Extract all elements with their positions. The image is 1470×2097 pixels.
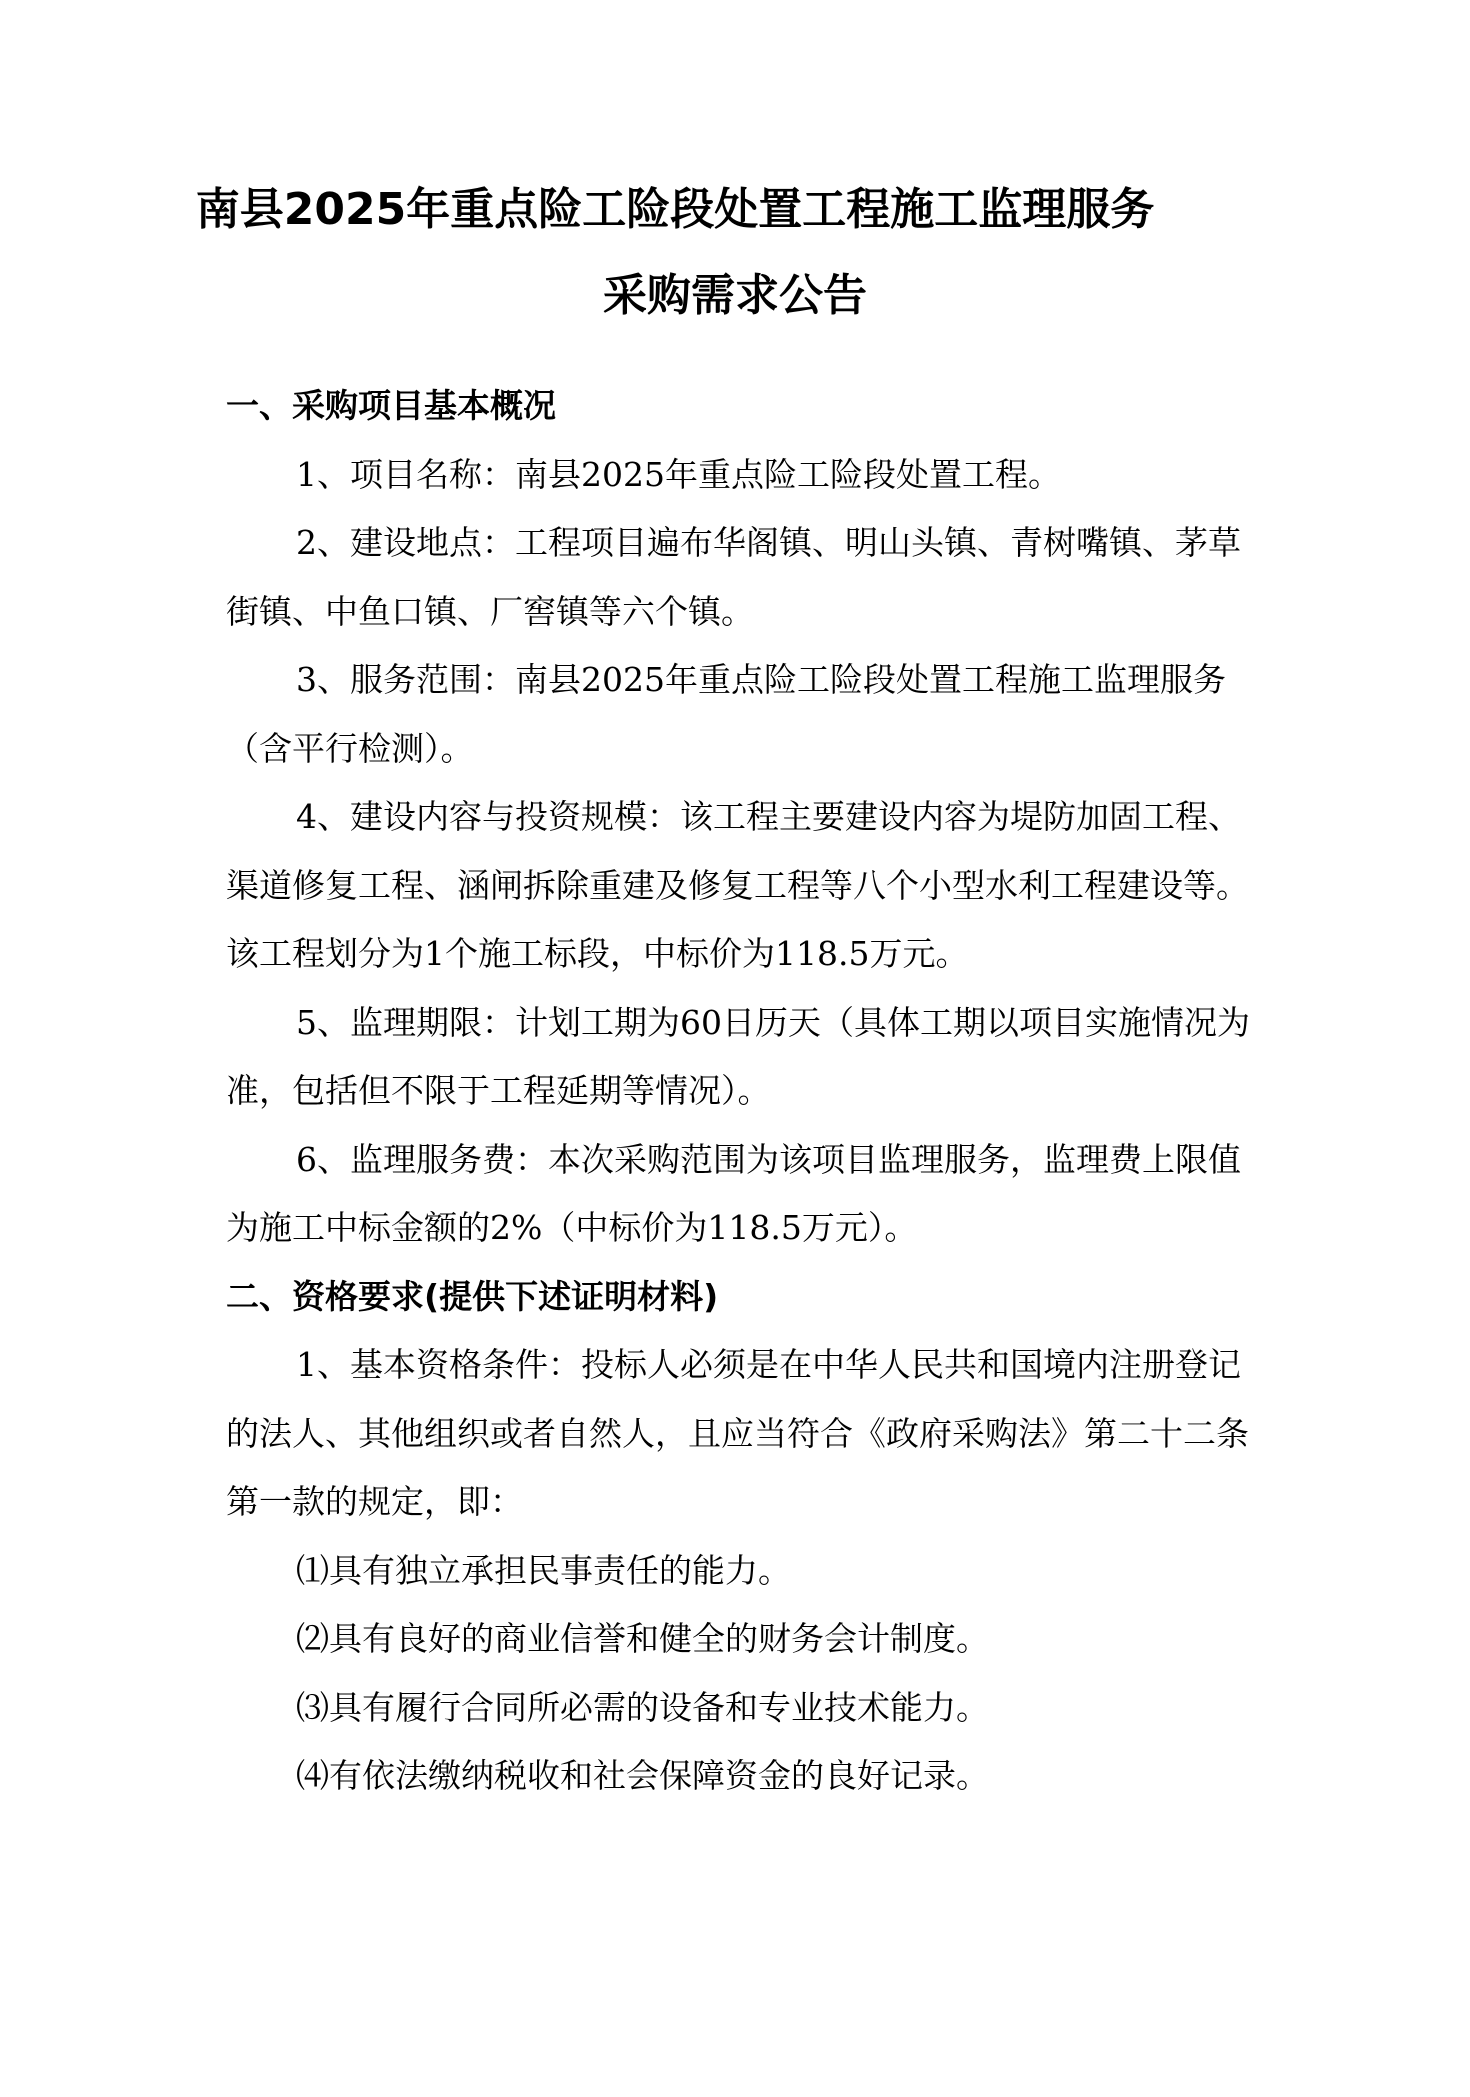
paragraph-supervision-period: 5、监理期限：计划工期为60日历天（具体工期以项目实施情况为准，包括但不限于工程延期等情况）。	[226, 1002, 1250, 1110]
condition-item: ⑶具有履行合同所必需的设备和专业技术能力。	[296, 1687, 989, 1727]
document-title-line-1: 南县2025年重点险工险段处置工程施工监理服务	[195, 184, 1155, 235]
condition-item: ⑴具有独立承担民事责任的能力。	[296, 1550, 791, 1590]
document-body	[226, 372, 1256, 1811]
condition-item: ⑷有依法缴纳税收和社会保障资金的良好记录。	[296, 1756, 989, 1795]
paragraph-supervision-fee: 6、监理服务费：本次采购范围为该项目监理服务，监理费上限值为施工中标金额的2%（中标价为118.5万元）。	[226, 1139, 1241, 1247]
section-heading-qualifications: 二、资格要求(提供下述证明材料)	[226, 1276, 719, 1316]
document-title-line-2: 采购需求公告	[603, 270, 867, 321]
paragraph-basic-qualification: 1、基本资格条件：投标人必须是在中华人民共和国境内注册登记的法人、其他组织或者自然人，且应当符合《政府采购法》第二十二条第一款的规定，即：	[226, 1345, 1249, 1521]
paragraph-project-name: 1、项目名称：南县2025年重点险工险段处置工程。	[296, 454, 1061, 494]
paragraph-location: 2、建设地点：工程项目遍布华阁镇、明山头镇、青树嘴镇、茅草街镇、中鱼口镇、厂窖镇等六个镇。	[226, 523, 1241, 631]
paragraph-service-scope: 3、服务范围：南县2025年重点险工险段处置工程施工监理服务（含平行检测）。	[226, 660, 1226, 768]
section-heading-overview: 一、采购项目基本概况	[226, 386, 556, 425]
paragraph-content-investment: 4、建设内容与投资规模：该工程主要建设内容为堤防加固工程、渠道修复工程、涵闸拆除重建及修复工程等八个小型水利工程建设等。该工程划分为1个施工标段，中标价为118.5万元。	[226, 797, 1249, 973]
condition-item: ⑵具有良好的商业信誉和健全的财务会计制度。	[296, 1619, 989, 1658]
